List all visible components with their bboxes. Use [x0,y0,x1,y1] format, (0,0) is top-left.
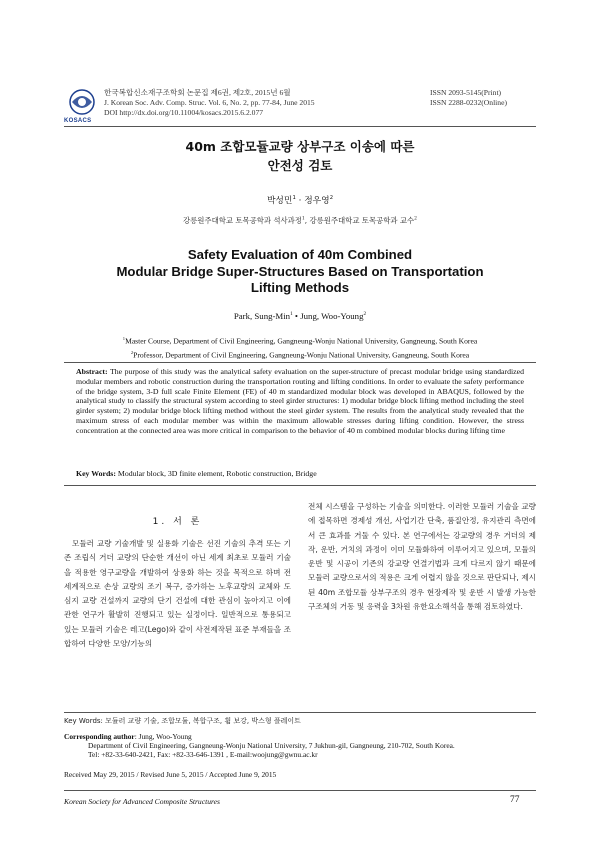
author1-en: Park, Sung-Min [233,311,291,321]
abstract-label: Abstract: [76,367,108,376]
affiliation-en-sup1: 1 [122,336,126,341]
abstract-bottom-rule [64,485,536,486]
authors-korean [64,193,536,206]
issn-print: ISSN 2093-5145(Print) [430,88,502,97]
keywords-en-label: Key Words: [76,469,116,478]
footer-society: Korean Society for Advanced Composite Structures [64,797,220,806]
affiliation-en-1: Master Course, Department of Civil Engineering, Gangneung-Wonju National University, Gangneung, South Korea [125,336,478,346]
author2-en: Jung, Woo-Young [300,311,364,321]
authors-english [64,311,536,321]
keywords-english [76,469,524,478]
issn-online: ISSN 2288-0232(Online) [430,98,507,107]
doi-link[interactable]: DOI http://dx.doi.org/10.11004/kosacs.2015.6.2.077 [104,108,264,117]
title-english-line1: Safety Evaluation of 40m Combined [187,247,413,262]
author-en-separator: • [292,311,301,321]
issn-block [430,88,507,108]
keywords-korean [64,716,301,726]
author-separator: · [295,196,305,206]
abstract-text: The purpose of this study was the analytical safety evaluation on the super-structure of precast modular bridge using standardized modular members and robotic construction during the transportation routing and lifting conditions. In order to evaluate the safety performance of the bridge system, 3-D full scale Finite Element (FE) of 40 m standardized modular block was developed in ABAQUS, followed by the analytical study to classify the structural system according to steel girder structures: 1) modular bridge block lifting method including the steel girder system; 2) modular bridge block lifting method without the steel girder system. The results from the analytical study revealed that the maximum stress of each modular member was within the maximum allowable stresses during lifting condition. However, the stress concentration at the connected area was more critical in comparison to the behavior of 40 m combined modular blocks during lifting time [76,367,525,435]
affiliation-en-2: Professor, Department of Civil Engineering, Gangneung-Wonju National University, Gangneung, South Korea [133,350,470,360]
affiliation-english [64,333,536,360]
section-title-introduction: 1. 서 론 [152,517,203,527]
body-left-column [64,500,291,651]
author2-en-sup: 2 [363,311,367,318]
body-right-column [308,500,536,614]
author1-ko-sup: 1 [292,195,296,202]
page-number: 77 [510,795,520,805]
journal-name-en: J. Korean Soc. Adv. Comp. Struc. Vol. 6, No. 2, pp. 77-84, June 2015 [104,98,315,107]
footer-rule [64,790,536,791]
author2-ko: 정우영 [304,196,330,206]
title-korean-line1: 40m 조합모듈교량 상부구조 이송에 따른 [185,139,415,154]
affiliation-ko-sup2: 2 [414,216,417,222]
abstract [76,367,524,436]
intro-paragraph-left: 모듈러 교량 기술개발 및 실용화 기술은 선진 기술의 추격 또는 기존 조립식 거더 교량의 단순한 개선이 아닌 세계 최초로 모듈러 기술을 적용한 영구교량을 개발하여 상용화 하는 것을 목적으로 하며 전 세계적으로 손상 교량의 조기 복구, 증가하는 노후교량의 교체와 도심지 교량 건설까지 교량의 단기 건설에 대한 관심이 높아지고 이에 관한 연구가 활발히 진행되고 있는 실정이다. 일반적으로 통용되고 있는 모듈러 기술은 레고(Lego)와 같이 사전제작된 표준 부재들을 조합하여 다양한 모양/기능의 [64,539,291,649]
footnote-rule [64,712,536,713]
title-korean [64,137,536,175]
title-english-line3: Lifting Methods [250,280,350,295]
affiliation-ko-sup1: 1 [301,216,305,222]
corresponding-label: Corresponding author [64,732,135,741]
corresponding-address: Department of Civil Engineering, Gangneung-Wonju National University, 7 Jukhun-gil, Gangneung, 210-702, South Korea. [88,741,455,750]
received-dates: Received May 29, 2015 / Revised June 5, 2015 / Accepted June 9, 2015 [64,770,277,779]
abstract-top-rule [64,362,536,363]
corresponding-contact[interactable]: Tel: +82-33-640-2421, Fax: +82-33-646-1391 , E-mail:woojung@gwnu.ac.kr [88,750,318,759]
keywords-ko-label: Key Words: [64,717,103,725]
title-korean-line2: 안전성 검토 [267,158,333,173]
title-english-line2: Modular Bridge Super-Structures Based on Transportation [116,263,484,279]
keywords-en-text: Modular block, 3D finite element, Robotic construction, Bridge [117,469,317,478]
corresponding-name: : Jung, Woo-Young [134,732,192,741]
affiliation-en-sup2: 2 [130,349,134,355]
journal-logo [68,88,96,116]
author2-ko-sup: 2 [329,195,334,202]
intro-paragraph-right: 전체 시스템을 구성하는 기술을 의미한다. 이러한 모듈러 기술을 교량에 접목하면 경제성 개선, 사업기간 단축, 품질안정, 유지관리 측면에서 큰 효과를 거둘 수 있다. 본 연구에서는 강교량의 경우 거더의 제작, 운반, 거치의 과정이 이미 모듈화하여 이루어지고 있으며, 모듈의 운반 및 시공이 기존의 강교량 연결기법과 크게 다르지 않기 때문에 모듈러 교량으로서의 적용은 크게 어렵지 않을 것으로 판단되나, 제시된 40m 조합모듈 상부구조의 경우 현장제작 및 운반 시 발생 가능한 구조체의 거동 및 응력을 3차원 유한요소해석을 통해 검토하였다. [308,502,536,612]
logo-text: KOSACS [64,118,92,124]
keywords-ko-text: 모듈러 교량 기술, 조합모듈, 복합구조, 휨 보강, 박스형 플레이트 [105,717,301,725]
affiliation-korean [64,215,536,226]
journal-header [104,88,315,118]
corresponding-author [64,732,455,759]
affiliation-ko-1: 강릉원주대학교 토목공학과 석사과정 [183,216,302,225]
journal-name-ko: 한국복합신소재구조학회 논문집 제6권, 제2호, 2015년 6월 [104,88,291,97]
author1-en-sup: 1 [290,311,293,318]
author1-ko: 박성민 [266,196,293,206]
header-rule [64,126,536,127]
affiliation-ko-2: , 강릉원주대학교 토목공학과 교수 [304,216,415,225]
title-english [64,247,536,297]
